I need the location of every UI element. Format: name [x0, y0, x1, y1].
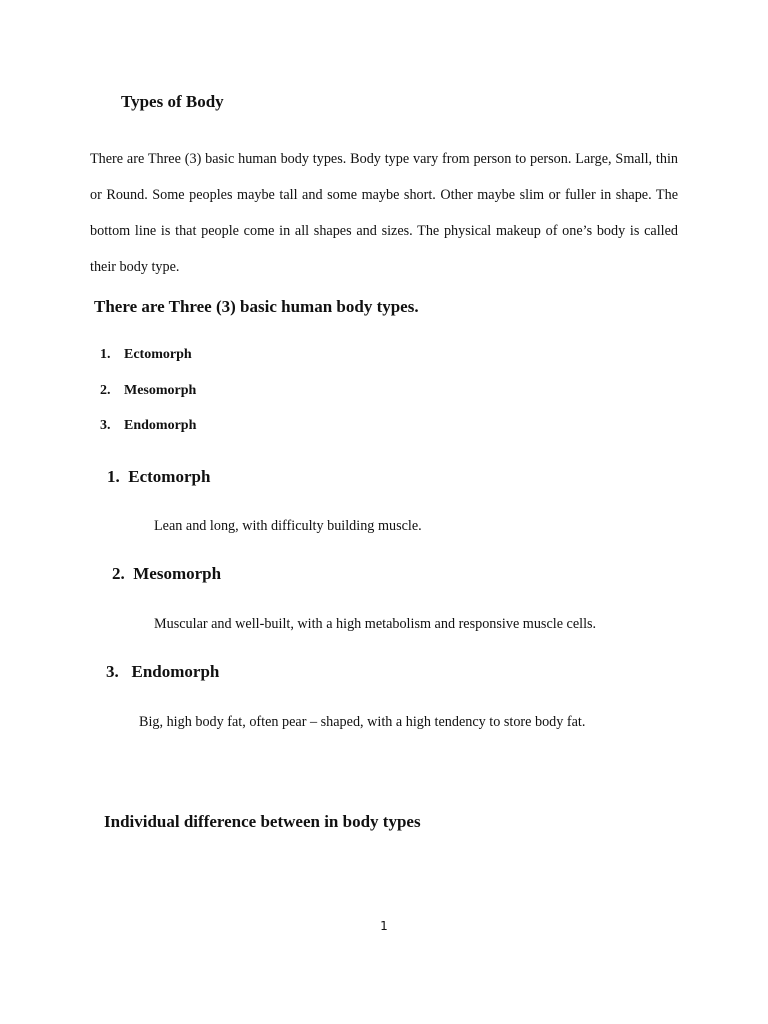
section-title: Mesomorph — [133, 564, 222, 583]
section-title: Ectomorph — [128, 467, 211, 486]
individual-difference-heading: Individual difference between in body types — [104, 812, 421, 831]
section-title: Endomorph — [131, 662, 220, 681]
section-heading-endomorph — [106, 662, 219, 682]
list-item-number: 1. — [100, 347, 111, 362]
list-item-label: Ectomorph — [124, 347, 192, 362]
list-item — [100, 418, 196, 454]
section-heading-mesomorph — [112, 564, 221, 584]
list-item-number: 3. — [100, 418, 111, 433]
body-type-list — [100, 347, 196, 454]
section-description-mesomorph: Muscular and well-built, with a high metabolism and responsive muscle cells. — [154, 616, 597, 632]
list-item — [100, 383, 196, 419]
list-item-label: Endomorph — [124, 418, 197, 433]
intro-paragraph: There are Three (3) basic human body types. Body type vary from person to person. Large, Small, thin or Round. Some peoples maybe tall and some maybe short. Other maybe slim or fuller in shape. The bottom line is that people come in all shapes and sizes. The physical makeup of one’s body is called their body type. — [90, 151, 678, 275]
section-number: 1. — [107, 467, 120, 486]
page-number: 1 — [380, 919, 388, 933]
section-number: 3. — [106, 662, 119, 681]
section-number: 2. — [112, 564, 125, 583]
list-item-label: Mesomorph — [124, 382, 197, 398]
document-title: Types of Body — [121, 92, 224, 111]
section-description-ectomorph: Lean and long, with difficulty building muscle. — [154, 518, 422, 534]
basic-types-heading: There are Three (3) basic human body types. — [94, 297, 419, 316]
list-item-number: 2. — [100, 382, 111, 398]
section-description-endomorph: Big, high body fat, often pear – shaped, with a high tendency to store body fat. — [139, 714, 586, 730]
section-heading-ectomorph — [107, 467, 210, 487]
list-item — [100, 347, 196, 383]
